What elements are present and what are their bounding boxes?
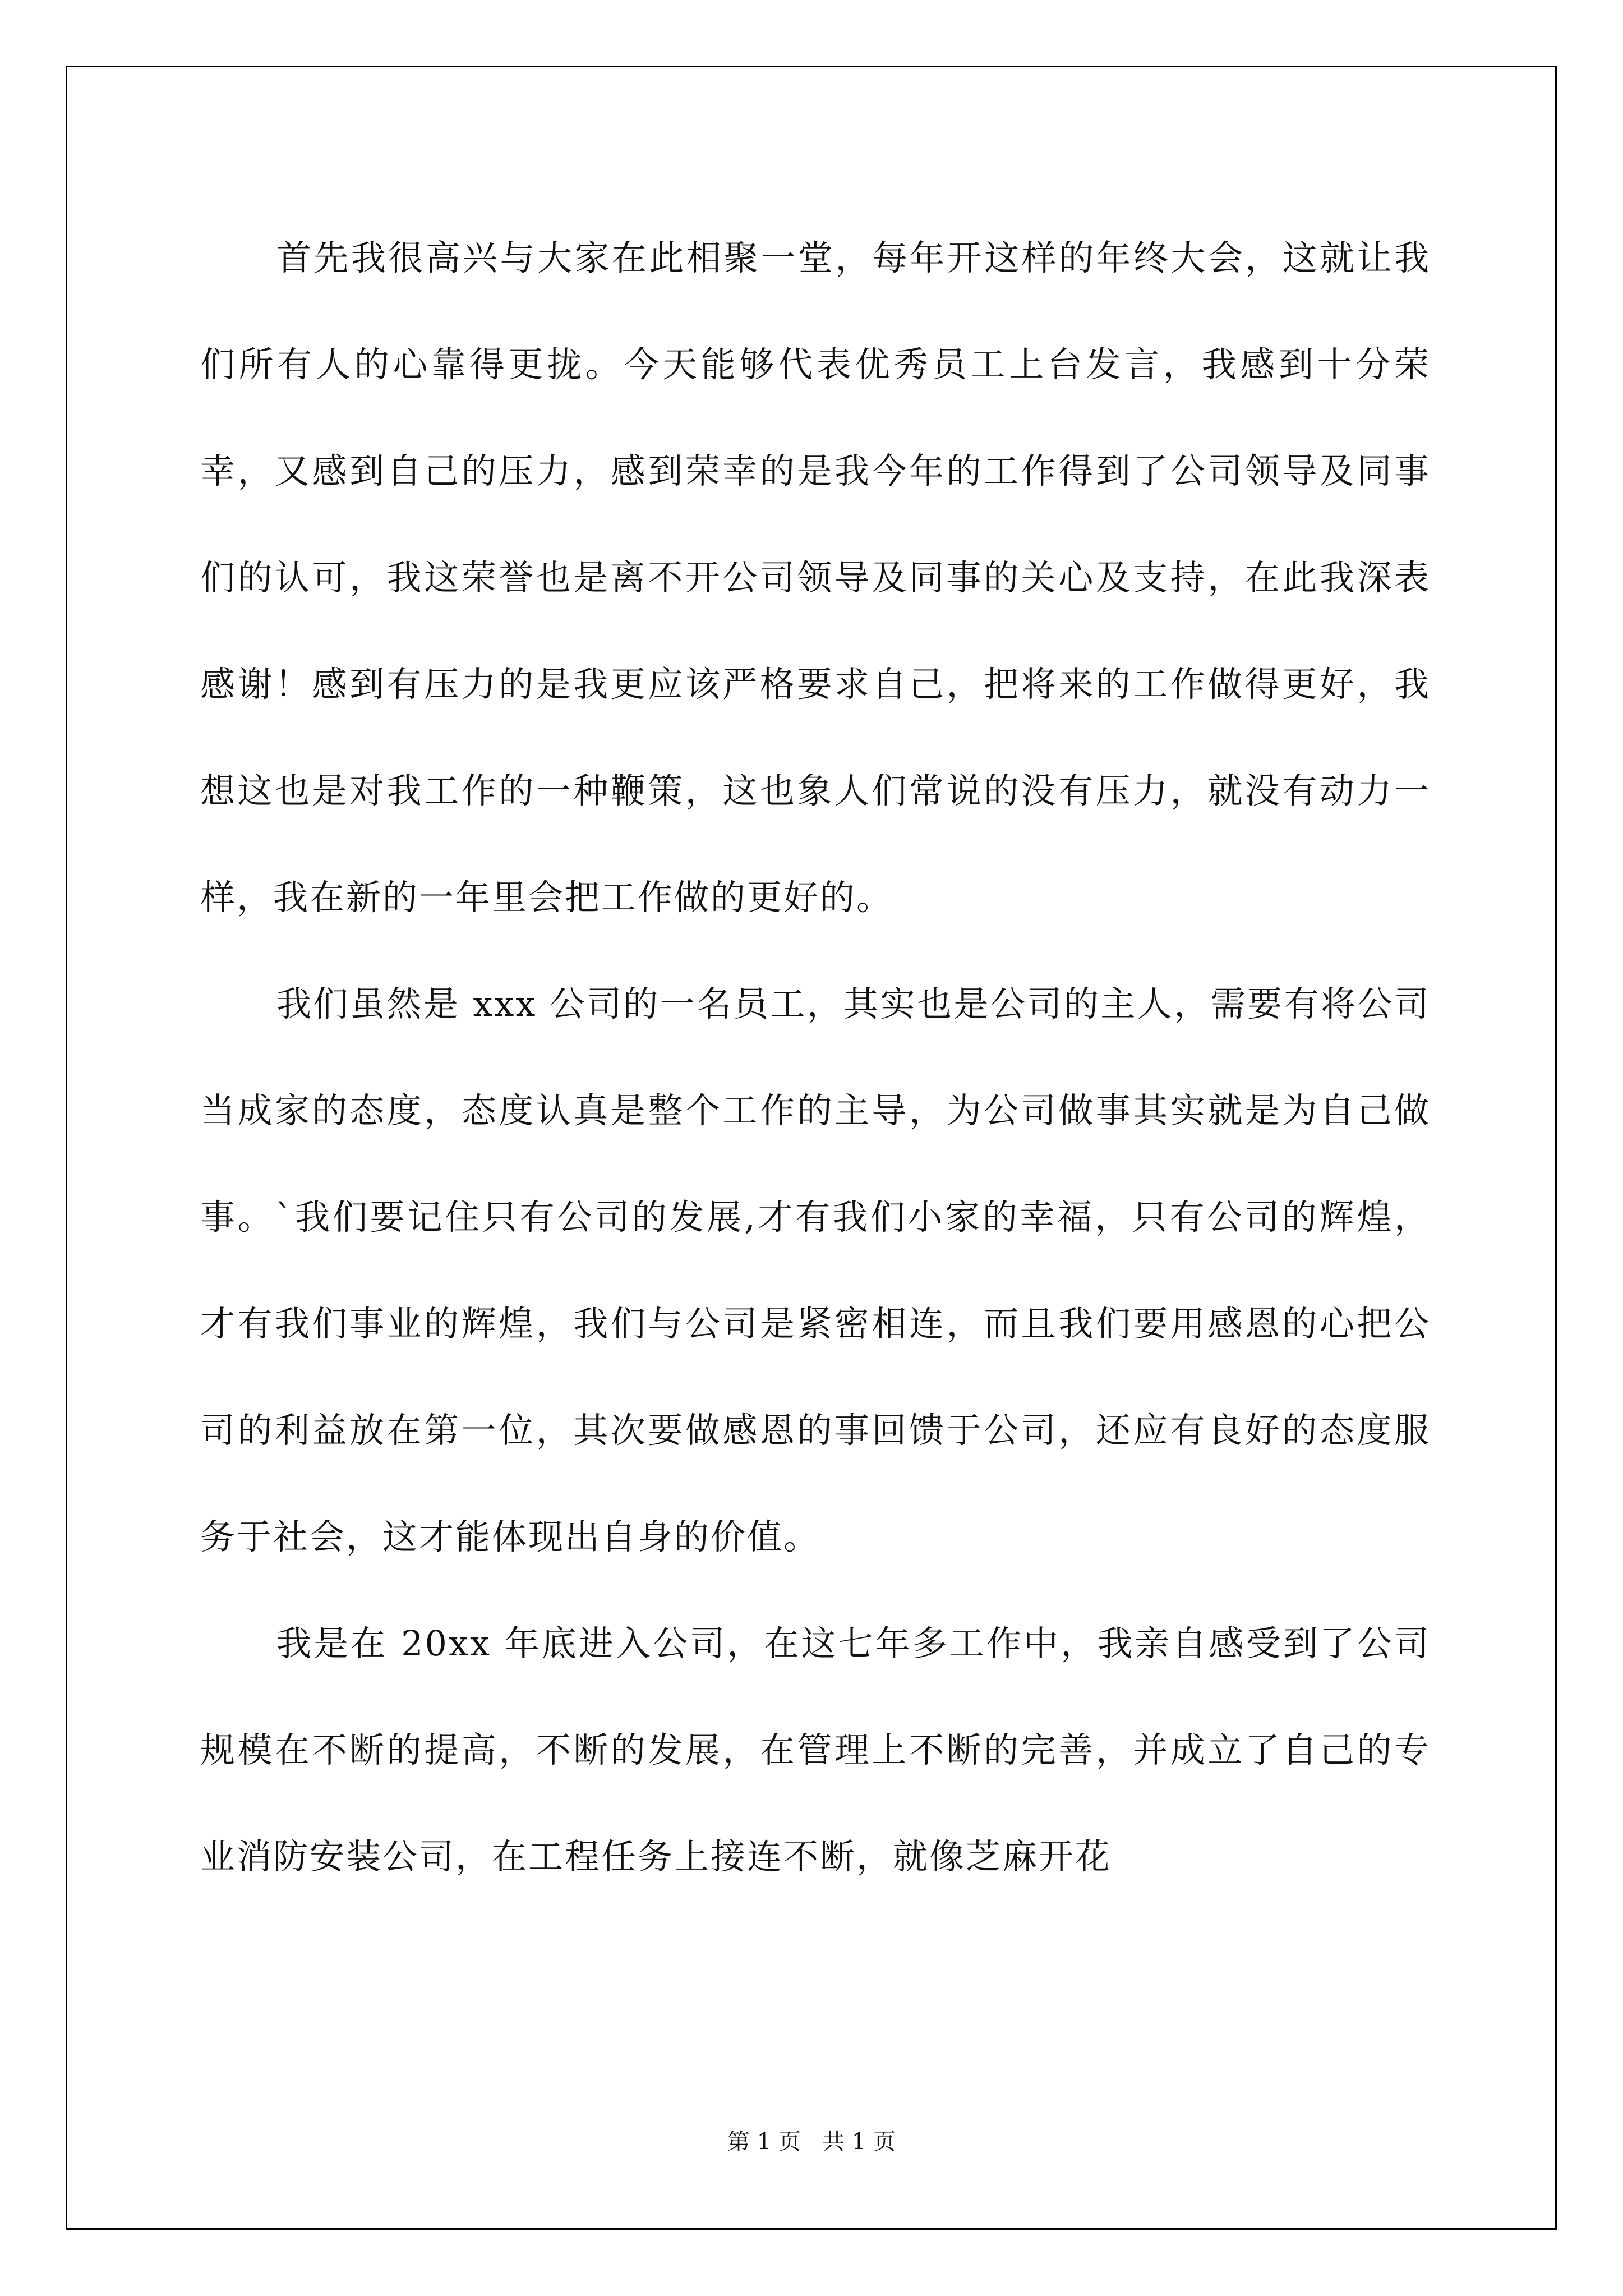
paragraph-3: 我是在 20xx 年底进入公司，在这七年多工作中，我亲自感受到了公司规模在不断的提高，不断的发展，在管理上不断的完善，并成立了自己的专业消防安装公司，在工程任务上接连不断，就像芝麻开花 bbox=[200, 1623, 1431, 1877]
paragraph-2: 我们虽然是 xxx 公司的一名员工，其实也是公司的主人，需要有将公司当成家的态度，态度认真是整个工作的主导，为公司做事其实就是为自己做事。`我们要记住只有公司的发展,才有我们小家的幸福，只有公司的辉煌，才有我们事业的辉煌，我们与公司是紧密相连，而且我们要用感恩的心把公司的利益放在第一位，其次要做感恩的事回馈于公司，还应有良好的态度服务于社会，这才能体现出自身的价值。 bbox=[200, 983, 1431, 1557]
document-body bbox=[200, 205, 1431, 1910]
page-footer: 第 1 页 共 1 页 bbox=[727, 2129, 896, 2155]
paragraph-1: 首先我很高兴与大家在此相聚一堂，每年开这样的年终大会，这就让我们所有人的心靠得更拢。今天能够代表优秀员工上台发言，我感到十分荣幸，又感到自己的压力，感到荣幸的是我今年的工作得到了公司领导及同事们的认可，我这荣誉也是离不开公司领导及同事的关心及支持，在此我深表感谢！感到有压力的是我更应该严格要求自己，把将来的工作做得更好，我想这也是对我工作的一种鞭策，这也象人们常说的没有压力，就没有动力一样，我在新的一年里会把工作做的更好的。 bbox=[200, 237, 1431, 918]
